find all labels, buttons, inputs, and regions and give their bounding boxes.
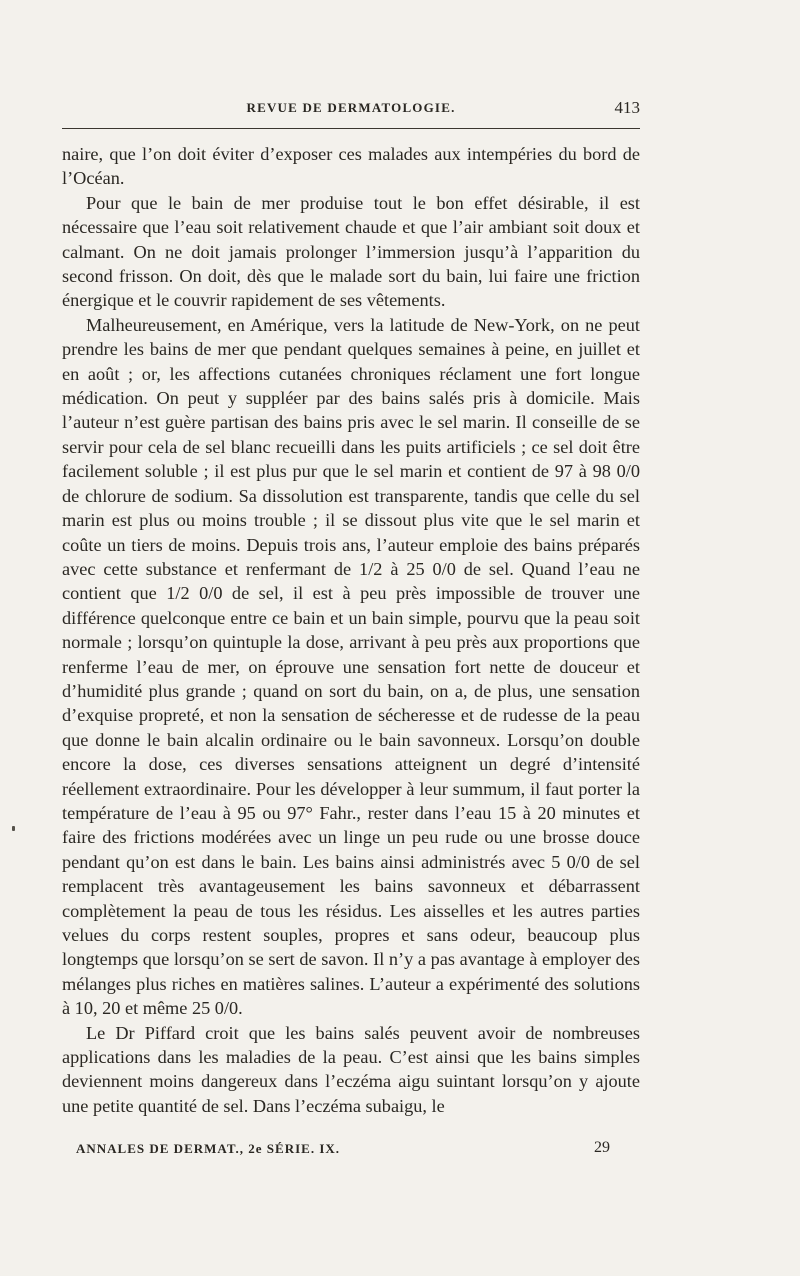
signature-number: 29 — [594, 1139, 610, 1156]
body-text — [62, 142, 640, 1118]
paragraph-4: Le Dr Piffard croit que les bains salés peuvent avoir de nombreuses applications dans les maladies de la peau. C’est ainsi que les bains simples deviennent moins dangereux dans l’eczéma aigu suintant lorsqu’on y ajoute une petite quantité de sel. Dans l’eczéma subaigu, le — [62, 1022, 640, 1116]
paragraph-2: Pour que le bain de mer produise tout le bon effet désirable, il est nécessaire que l’eau soit relativement chaude et que l’air ambiant soit doux et calmant. On ne doit jamais prolonger l’immersion jusqu’à l’apparition du second frisson. On doit, dès que le malade sort du bain, lui faire une friction énergique et le couvrir rapidement de ses vêtements. — [62, 192, 640, 311]
page-footer — [76, 1139, 610, 1161]
header-rule — [62, 128, 640, 129]
margin-mark — [12, 826, 15, 831]
running-title: REVUE DE DERMATOLOGIE. — [246, 100, 456, 115]
page-header — [62, 98, 640, 120]
page-number: 413 — [614, 98, 640, 117]
signature-line: ANNALES DE DERMAT., 2e SÉRIE. IX. — [76, 1141, 341, 1156]
paragraph-1: naire, que l’on doit éviter d’exposer ces malades aux intempéries du bord de l’Océan. — [62, 144, 640, 189]
paragraph-3: Malheureusement, en Amérique, vers la latitude de New-York, on ne peut prendre les bains de mer que pendant quelques semaines à peine, en juillet et en août ; or, les affections cutanées chroniques réclament une fort longue médication. On peut y suppléer par des bains salés pris à domicile. Mais l’auteur n’est guère partisan des bains pris avec le sel marin. Il conseille de se servir pour cela de sel blanc recueilli dans les puits artificiels ; ce sel doit être facilement soluble ; il est plus pur que le sel marin et contient de 97 à 98 0/0 de chlorure de sodium. Sa dissolution est transparente, tandis que celle du sel marin est plus ou moins trouble ; il se dissout plus vite que le sel marin et coûte un tiers de moins. Depuis trois ans, l’auteur emploie des bains préparés avec cette substance et renfermant de 1/2 à 25 0/0 de sel. Quand l’eau ne contient que 1/2 0/0 de sel, il est à peu près impossible de trouver une différence quelconque entre ce bain et un bain simple, pourvu que la peau soit normale ; lorsqu’on quintuple la dose, arrivant à peu près aux proportions que renferme l’eau de mer, on éprouve une sensation fort nette de douceur et d’humidité plus grande ; quand on sort du bain, on a, de plus, une sensation d’exquise propreté, et non la sensation de sécheresse et de rudesse de la peau que donne le bain alcalin ordinaire ou le bain savonneux. Lorsqu’on double encore la dose, ces diverses sensations atteignent un degré d’intensité réellement extraordinaire. Pour les développer à leur summum, il faut porter la température de l’eau à 95 ou 97° Fahr., rester dans l’eau 15 à 20 minutes et faire des frictions modérées avec un linge un peu rude ou une brosse douce pendant qu’on est dans le bain. Les bains ainsi administrés avec 5 0/0 de sel remplacent très avantageusement les bains savonneux et débarrassent complètement la peau de tous les résidus. Les aisselles et les autres parties velues du corps restent souples, propres et sans odeur, beaucoup plus longtemps que lorsqu’on se sert de savon. Il n’y a pas avantage à employer des mélanges plus riches en matières salines. L’auteur a expérimenté des solutions à 10, 20 et même 25 0/0. — [62, 314, 640, 1019]
